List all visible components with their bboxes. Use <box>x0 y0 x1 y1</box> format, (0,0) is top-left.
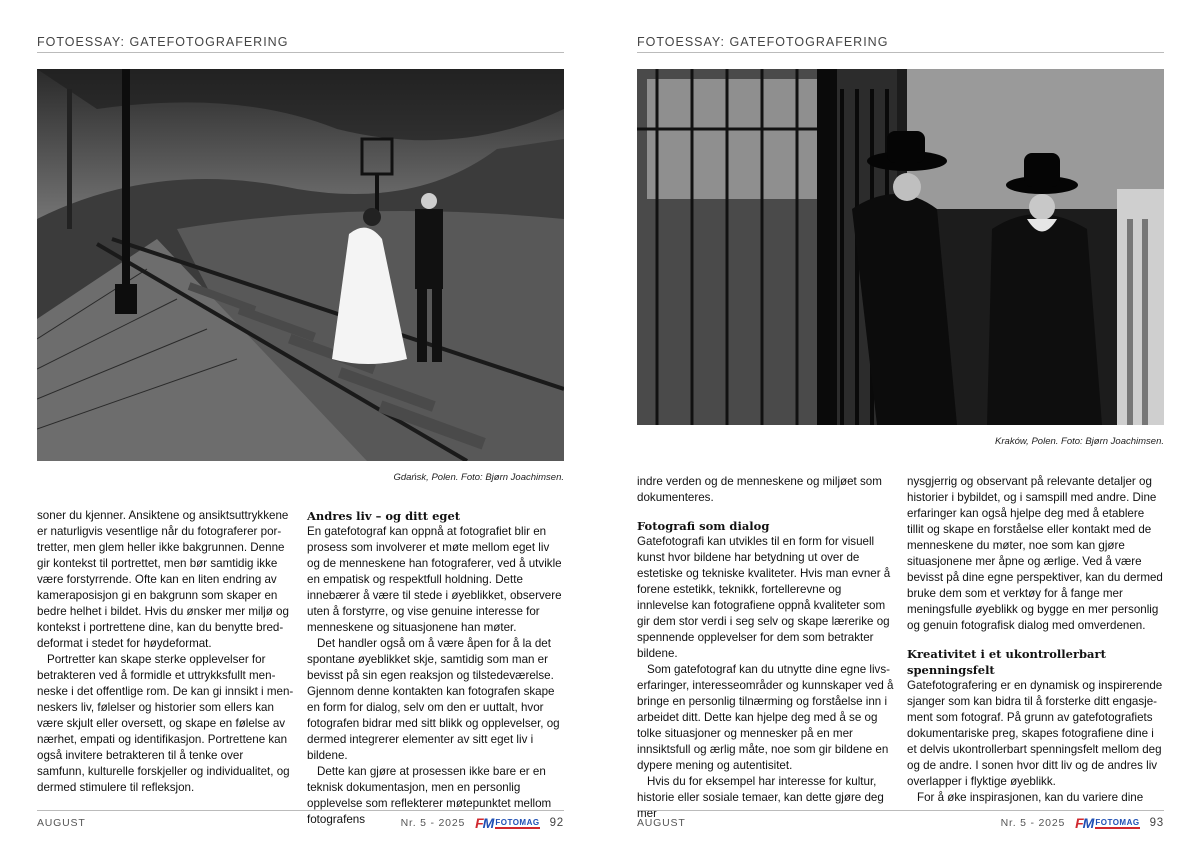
running-header: FOTOESSAY: GATEFOTOGRAFERING <box>37 35 564 53</box>
photo-caption: Kraków, Polen. Foto: Bjørn Joachimsen. <box>995 436 1164 447</box>
fotomag-logo: FM FOTOMAG <box>475 815 540 831</box>
paragraph: Gatefotografering er en dynamisk og inspirerende sjanger som kan bidra til å forsterke ditt engasjement som fotograf. På grunn av gatefotografiets dokumentariske preg, skapes fotografiene dine i et delvis ukontrollerbart spenningsfelt mellom deg og de andre. I sonen hvor ditt liv og de andres liv overlapper i flyktige øyeblikk. <box>907 679 1163 788</box>
paragraph: Hvis du for eksempel har interesse for kultur, historie eller sosiale temaer, kan dette gjøre deg mer <box>637 775 884 820</box>
paragraph: indre verden og de menneskene og miljøet som dokumenteres. <box>637 475 882 504</box>
footer-month: AUGUST <box>37 817 86 829</box>
footer-issue: Nr. 5 - 2025 <box>400 817 466 829</box>
rabbis-photo <box>637 69 1164 425</box>
text-column-1 <box>37 508 294 796</box>
paragraph: Som gatefotograf kan du utnytte dine egne livserfaringer, interesseområder og kunnskaper ved å bringe en personlig tilnærming og forståelse inn i arbeidet ditt. Dette kan hjelpe deg med å se og tolke situasjoner og mennesker på en mer innsiktsfull og ærlig måte, noe som gir bildene en dypere mening og autentisitet. <box>637 663 894 772</box>
section-heading: Kreativitet i et ukontrollerbart spenningsfelt <box>907 647 1106 677</box>
running-header: FOTOESSAY: GATEFOTOGRAFERING <box>637 35 1164 53</box>
wedding-photo <box>37 69 564 461</box>
page-number: 92 <box>549 817 564 829</box>
paragraph: Det handler også om å være åpen for å la det spontane øyeblikket skje, samtidig som man er bevisst på sin egen reaksjon og tilstedeværelse. Gjennom denne kontakten kan fotografen skape en form for dialog, selv om den er uuttalt, hvor fotografen bidrar med sitt blikk og opplevelser, og dermed integrerer elementer av sitt eget liv i bildene. <box>307 637 560 762</box>
text-column-2 <box>307 508 564 828</box>
text-column-1 <box>637 474 894 822</box>
section-heading: Andres liv – og ditt eget <box>307 509 461 523</box>
paragraph: Portretter kan skape sterke opplevelser for betrakteren ved å formidle et uttrykksfullt menneske i det offentlige rom. De kan gi innsikt i menneskers liv, følelser og historier som ellers kan være skjult eller oversett, og skape en følelse av nærhet, empati og identifikasjon. Portrettene kan også invitere betrakteren til å tenke over samfunn, kulturelle forskjeller og individualitet, og dermed stimulere til refleksjon. <box>37 653 294 794</box>
paragraph: For å øke inspirasjonen, kan du variere dine <box>917 791 1144 804</box>
page-footer <box>37 810 564 833</box>
footer-month: AUGUST <box>637 817 686 829</box>
page-footer <box>637 810 1164 833</box>
paragraph: nysgjerrig og observant på relevante detaljer og historier i bybildet, og i samspill med andre. Dine erfaringer kan også hjelpe deg med å etablere tillit og skape en forståelse eller kontakt med de menneskene du møter, noe som kan gjøre situasjonene mer åpne og ærlige. Ved å være bevisst på dine egne perspektiver, kan du dermed bruke dem som et verktøy for å fange mer meningsfulle øyeblikk og bygge en mer personlig og genuin fotografisk dialog med omverdenen. <box>907 475 1163 632</box>
paragraph: En gatefotograf kan oppnå at fotografiet blir en prosess som involverer et møte mellom eget liv og de menneskene han fotograferer, ved å utvikle en empatisk og respektfull holdning. Dette innebærer å være til stede i øyeblikket, observere uten å forstyrre, og vise genuine interesse for menneskene og situasjonene han møter. <box>307 525 562 634</box>
footer-issue: Nr. 5 - 2025 <box>1000 817 1066 829</box>
paragraph: Gatefotografi kan utvikles til en form for visuell kunst hvor bildene har betydning ut over de estetiske og tekniske kvaliteter. Hvis man evner å forene estetikk, teknikk, fortellerevne og innlevelse kan fotografiene oppnå kvaliteter som gir dem stor verdi i seg selv og skape lærerike og spennende opplevelser for dem som betrakter bildene. <box>637 535 891 660</box>
photo-caption: Gdańsk, Polen. Foto: Bjørn Joachimsen. <box>393 472 564 483</box>
paragraph: Dette kan gjøre at prosessen ikke bare er en teknisk dokumentasjon, men en personlig opplevelse som reflekterer møtepunktet mellom fotografens <box>307 765 552 826</box>
fotomag-logo: FM FOTOMAG <box>1075 815 1140 831</box>
right-page <box>600 0 1200 849</box>
paragraph: soner du kjenner. Ansiktene og ansiktsuttrykkene er naturligvis vesentlige når du fotograferer portretter, men glem heller ikke bakgrunnen. Denne gir kontekst til portrettet, men bør samtidig ikke være forstyrrende. Ofte kan en liten endring av kameraposisjon gi en bakgrunn som skaper en bedre helhet i bildet. Hvis du ønsker mer miljø og kontekst i portrettene dine, kan du benytte breddeformat i stedet for høydeformat. <box>37 509 289 650</box>
page-number: 93 <box>1149 817 1164 829</box>
text-column-2 <box>907 474 1164 806</box>
section-heading: Fotografi som dialog <box>637 519 770 533</box>
